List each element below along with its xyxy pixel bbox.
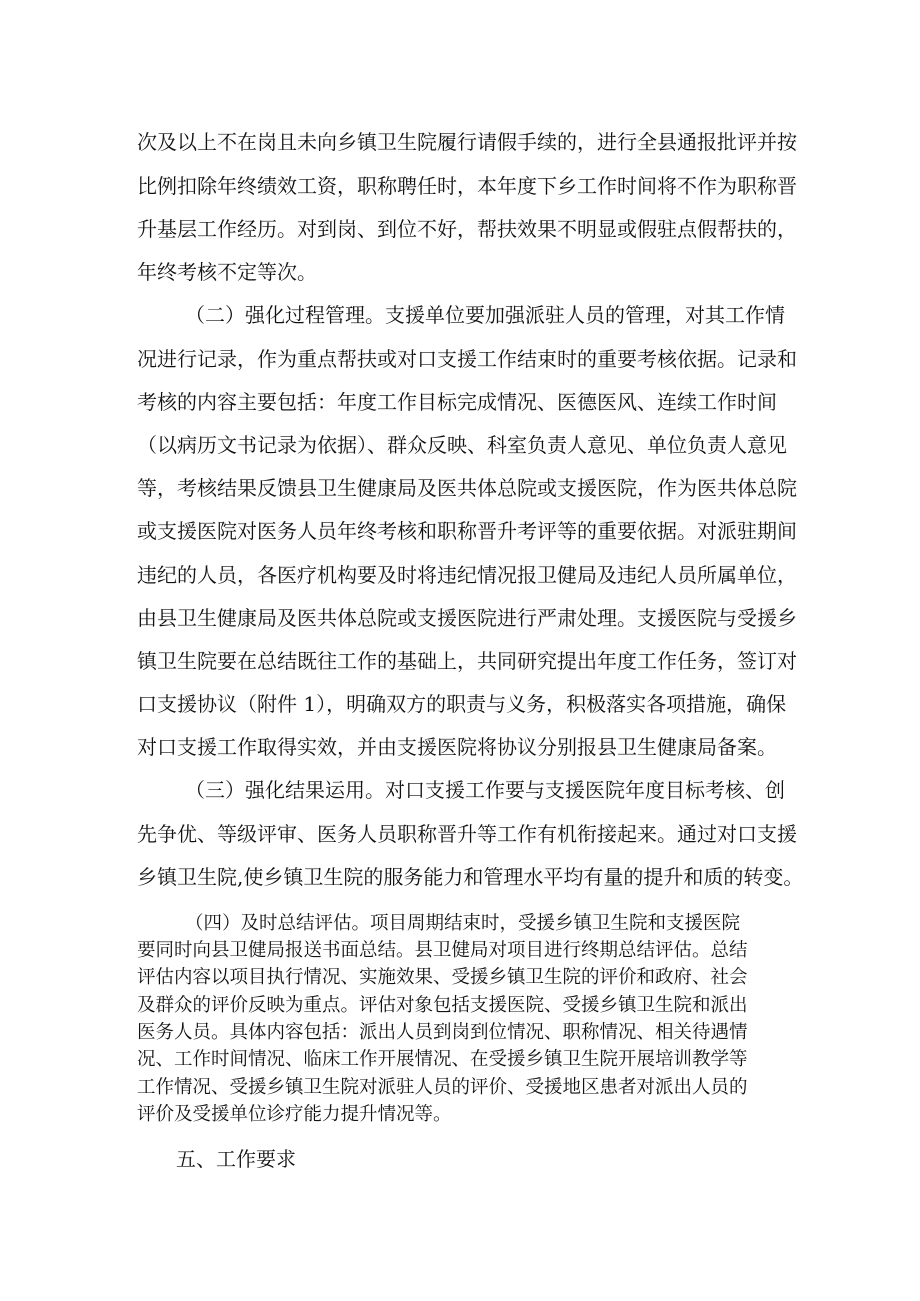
paragraph-1-line-3: 升基层工作经历。对到岗、到位不好，帮扶效果不明显或假驻点假帮扶的， [137, 217, 797, 241]
paragraph-4-line-6: 况、工作时间情况、临床工作开展情况、在受援乡镇卫生院开展培训教学等 [137, 1049, 748, 1070]
paragraph-2-line-7: 违纪的人员，各医疗机构要及时将违纪情况报卫健局及违纪人员所属单位， [137, 563, 797, 587]
paragraph-4-line-3: 评估内容以项目执行情况、实施效果、受援乡镇卫生院的评价和政府、社会 [137, 967, 748, 988]
paragraph-2-line-6: 或支援医院对医务人员年终考核和职称晋升考评等的重要依据。对派驻期间 [137, 519, 797, 543]
paragraph-1-line-2: 比例扣除年终绩效工资，职称聘任时，本年度下乡工作时间将不作为职称晋 [137, 174, 797, 198]
paragraph-2-line-4: （以病历文书记录为依据）、群众反映、科室负责人意见、单位负责人意见 [137, 433, 787, 457]
paragraph-4-line-8: 评价及受援单位诊疗能力提升情况等。 [137, 1104, 452, 1125]
paragraph-3-line-3: 乡镇卫生院,使乡镇卫生院的服务能力和管理水平均有量的提升和质的转变。 [137, 865, 804, 889]
paragraph-2-line-2: 况进行记录，作为重点帮扶或对口支援工作结束时的重要考核依据。记录和 [137, 347, 797, 371]
paragraph-2-line-8: 由县卫生健康局及医共体总院或支援医院进行严肃处理。支援医院与受援乡 [137, 606, 797, 630]
section-heading-5: 五、工作要求 [176, 1147, 296, 1171]
paragraph-2-line-1: （二）强化过程管理。支援单位要加强派驻人员的管理，对其工作情 [185, 303, 785, 327]
paragraph-2-line-5: 等，考核结果反馈县卫生健康局及医共体总院或支援医院，作为医共体总院 [137, 476, 797, 500]
paragraph-2-line-11: 对口支援工作取得实效，并由支援医院将协议分别报县卫生健康局备案。 [137, 735, 777, 759]
paragraph-1-line-1: 次及以上不在岗且未向乡镇卫生院履行请假手续的，进行全县通报批评并按 [137, 130, 797, 154]
paragraph-4-line-7: 工作情况、受援乡镇卫生院对派驻人员的评价、受援地区患者对派出人员的 [137, 1077, 748, 1098]
paragraph-4-line-2: 要同时向县卫健局报送书面总结。县卫健局对项目进行终期总结评估。总结 [137, 940, 748, 961]
paragraph-4-line-1: （四）及时总结评估。项目周期结束时，受援乡镇卫生院和支援医院 [185, 913, 741, 934]
paragraph-3-line-1: （三）强化结果运用。对口支援工作要与支援医院年度目标考核、创 [185, 778, 785, 802]
paragraph-4-line-4: 及群众的评价反映为重点。评估对象包括支援医院、受援乡镇卫生院和派出 [137, 995, 748, 1016]
paragraph-1-line-4: 年终考核不定等次。 [137, 260, 317, 284]
paragraph-2-line-9: 镇卫生院要在总结既往工作的基础上，共同研究提出年度工作任务，签订对 [137, 649, 797, 673]
paragraph-2-line-3: 考核的内容主要包括：年度工作目标完成情况、医德医风、连续工作时间 [137, 390, 777, 414]
paragraph-4-line-5: 医务人员。具体内容包括：派出人员到岗到位情况、职称情况、相关待遇情 [137, 1022, 748, 1043]
paragraph-3-line-2: 先争优、等级评审、医务人员职称晋升等工作有机衔接起来。通过对口支援 [137, 822, 797, 846]
paragraph-2-line-10: 口支援协议（附件 1），明确双方的职责与义务，积极落实各项措施，确保 [137, 692, 787, 716]
